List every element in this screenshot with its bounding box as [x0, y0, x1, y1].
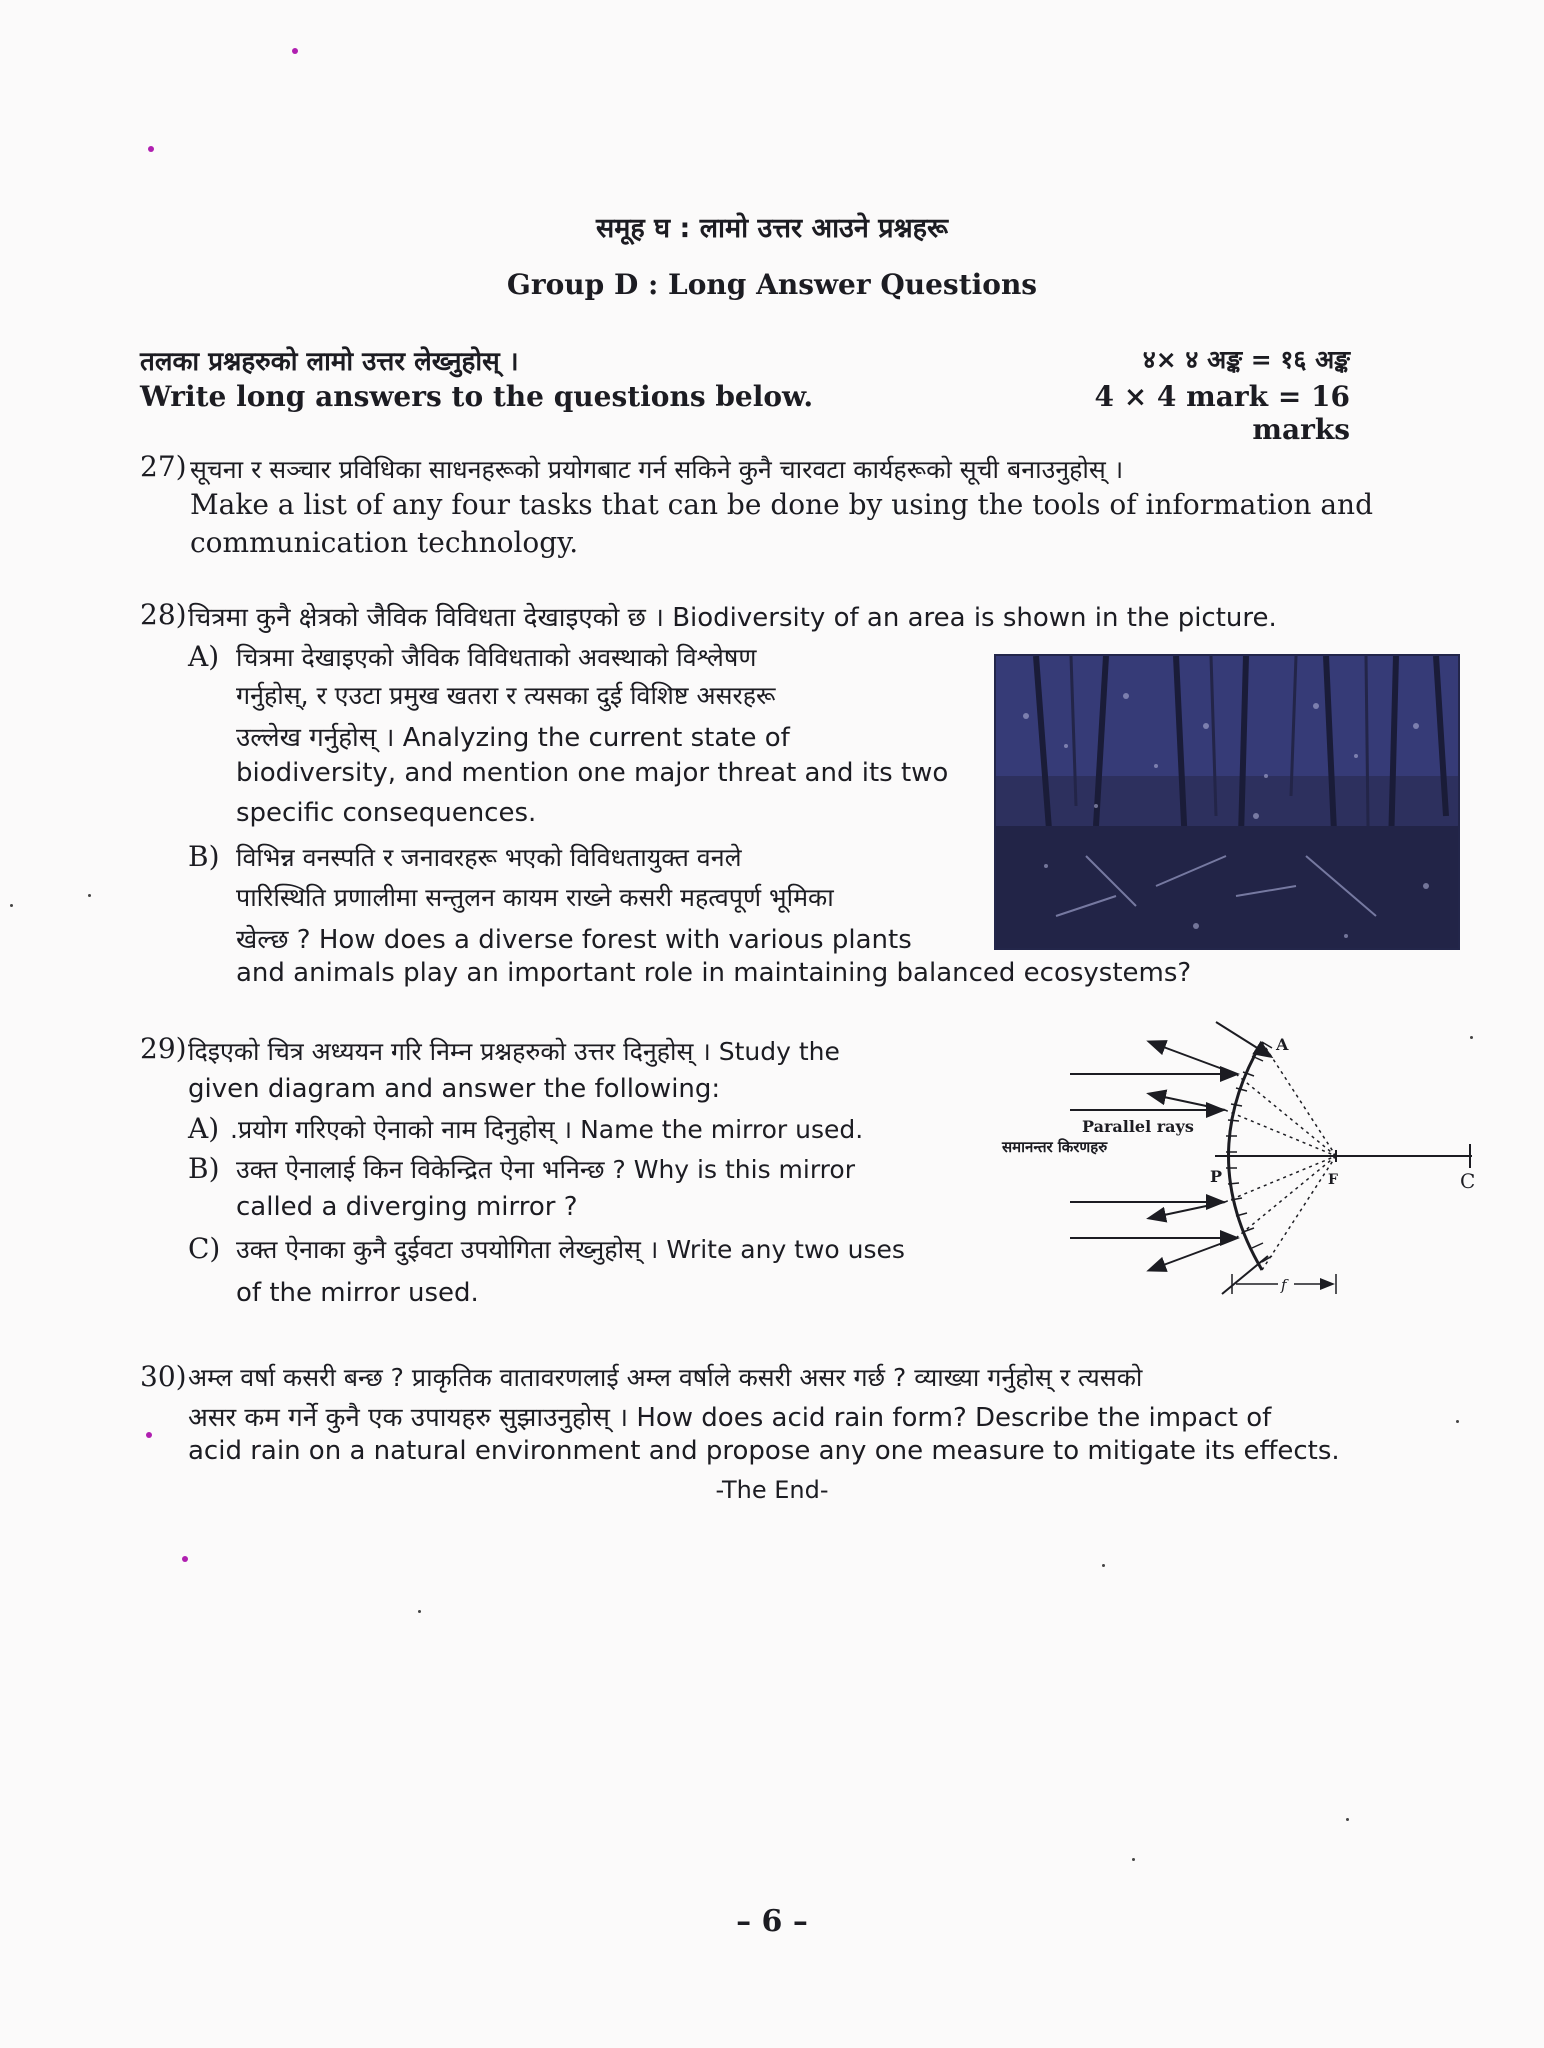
q27-english-line2: communication technology. — [190, 526, 579, 559]
q29c-label: C) — [188, 1232, 221, 1265]
scan-speck — [1346, 1818, 1349, 1821]
marks-english: 4 × 4 mark = 16 marks — [1094, 380, 1350, 446]
scan-speck — [1470, 1036, 1473, 1039]
q28a-line3: उल्लेख गर्नुहोस् । Analyzing the current state of — [236, 723, 790, 753]
scan-speck — [1456, 1420, 1459, 1423]
section-heading-english: Group D : Long Answer Questions — [506, 268, 1038, 301]
q29b-line2: called a diverging mirror ? — [236, 1192, 578, 1222]
q29a-label: A) — [188, 1112, 220, 1145]
label-a: A — [1276, 1035, 1289, 1054]
label-focal-length: f — [1281, 1276, 1287, 1294]
section-heading-nepali: समूह घ : लामो उत्तर आउने प्रश्नहरू — [596, 213, 948, 244]
q30-number: 30) — [140, 1360, 187, 1393]
q28a-line2: गर्नुहोस्, र एउटा प्रमुख खतरा र त्यसका दुई विशिष्ट असरहरू — [236, 681, 776, 710]
instruction-english: Write long answers to the questions below. — [140, 380, 814, 413]
q28b-label: B) — [188, 840, 220, 873]
q30-line3: acid rain on a natural environment and propose any one measure to mitigate its effects. — [188, 1436, 1340, 1466]
label-p: P — [1210, 1167, 1223, 1186]
scan-speck — [418, 1610, 421, 1613]
scan-speck — [146, 1432, 152, 1438]
forest-photo-illustration — [996, 656, 1458, 948]
label-parallel-rays: Parallel rays — [1082, 1117, 1194, 1136]
q28a-line5: specific consequences. — [236, 798, 537, 828]
q29c-line2: of the mirror used. — [236, 1278, 479, 1308]
label-f: F — [1328, 1172, 1338, 1188]
q28b-line2: पारिस्थिति प्रणालीमा सन्तुलन कायम राख्ने कसरी महत्वपूर्ण भूमिका — [236, 883, 834, 912]
q29-number: 29) — [140, 1032, 187, 1065]
q29c-line1: उक्त ऐनाका कुनै दुईवटा उपयोगिता लेख्नुहोस् । Write any two uses — [236, 1235, 905, 1264]
label-parallel-rays-nepali: समानन्तर किरणहरु — [1002, 1138, 1108, 1156]
q27-english-line1: Make a list of any four tasks that can be done by using the tools of information and — [190, 488, 1374, 521]
q29b-line1: उक्त ऐनालाई किन विकेन्द्रित ऐना भनिन्छ ? Why is this mirror — [236, 1155, 855, 1184]
scan-speck — [1102, 1564, 1105, 1567]
marks-nepali: ४× ४ अङ्क = १६ अङ्क — [1142, 345, 1350, 374]
q29a-text: .प्रयोग गरिएको ऐनाको नाम दिनुहोस् । Name the mirror used. — [230, 1115, 864, 1144]
q29b-label: B) — [188, 1152, 220, 1185]
q28a-line4: biodiversity, and mention one major threat and its two — [236, 758, 949, 788]
scan-speck — [10, 904, 13, 907]
convex-mirror-diagram — [1000, 1012, 1520, 1312]
q30-line2: असर कम गर्ने कुनै एक उपायहरु सुझाउनुहोस् । How does acid rain form? Describe the impact of — [188, 1403, 1272, 1433]
q28-number: 28) — [140, 598, 187, 631]
label-c: C — [1460, 1169, 1476, 1193]
q28b-line3: खेल्छ ? How does a diverse forest with various plants — [236, 925, 912, 955]
q30-line1: अम्ल वर्षा कसरी बन्छ ? प्राकृतिक वातावरणलाई अम्ल वर्षाले कसरी असर गर्छ ? व्याख्या गर्नुहोस् र त्यसको — [188, 1363, 1143, 1392]
q29-line2: given diagram and answer the following: — [188, 1074, 721, 1104]
scan-speck — [292, 48, 298, 54]
q28-intro: चित्रमा कुनै क्षेत्रको जैविक विविधता देखाइएको छ । Biodiversity of an area is shown in the picture. — [188, 603, 1277, 633]
scan-speck — [182, 1556, 188, 1562]
scan-speck — [1132, 1858, 1135, 1861]
scan-speck — [88, 894, 91, 897]
end-marker: -The End- — [715, 1476, 829, 1504]
q28a-line1: चित्रमा देखाइएको जैविक विविधताको अवस्थाको विश्लेषण — [236, 643, 757, 672]
scan-speck — [148, 146, 154, 152]
q27-number: 27) — [140, 450, 187, 483]
q27-nepali: सूचना र सञ्चार प्रविधिका साधनहरूको प्रयोगबाट गर्न सकिने कुनै चारवटा कार्यहरूको सूची बनाउनुहोस् । — [190, 455, 1124, 484]
q28b-line4: and animals play an important role in maintaining balanced ecosystems? — [236, 958, 1192, 988]
instruction-nepali: तलका प्रश्नहरुको लामो उत्तर लेख्नुहोस् । — [140, 347, 519, 377]
mirror-ray-diagram-svg — [1000, 1012, 1520, 1312]
q29-line1: दिइएको चित्र अध्ययन गरि निम्न प्रश्नहरुको उत्तर दिनुहोस् । Study the — [188, 1037, 840, 1066]
q28b-line1: विभिन्न वनस्पति र जनावरहरू भएको विविधतायुक्त वनले — [236, 843, 742, 872]
page-number: – 6 – — [736, 1904, 808, 1939]
forest-biodiversity-photo — [994, 654, 1460, 950]
q28a-label: A) — [188, 640, 220, 673]
